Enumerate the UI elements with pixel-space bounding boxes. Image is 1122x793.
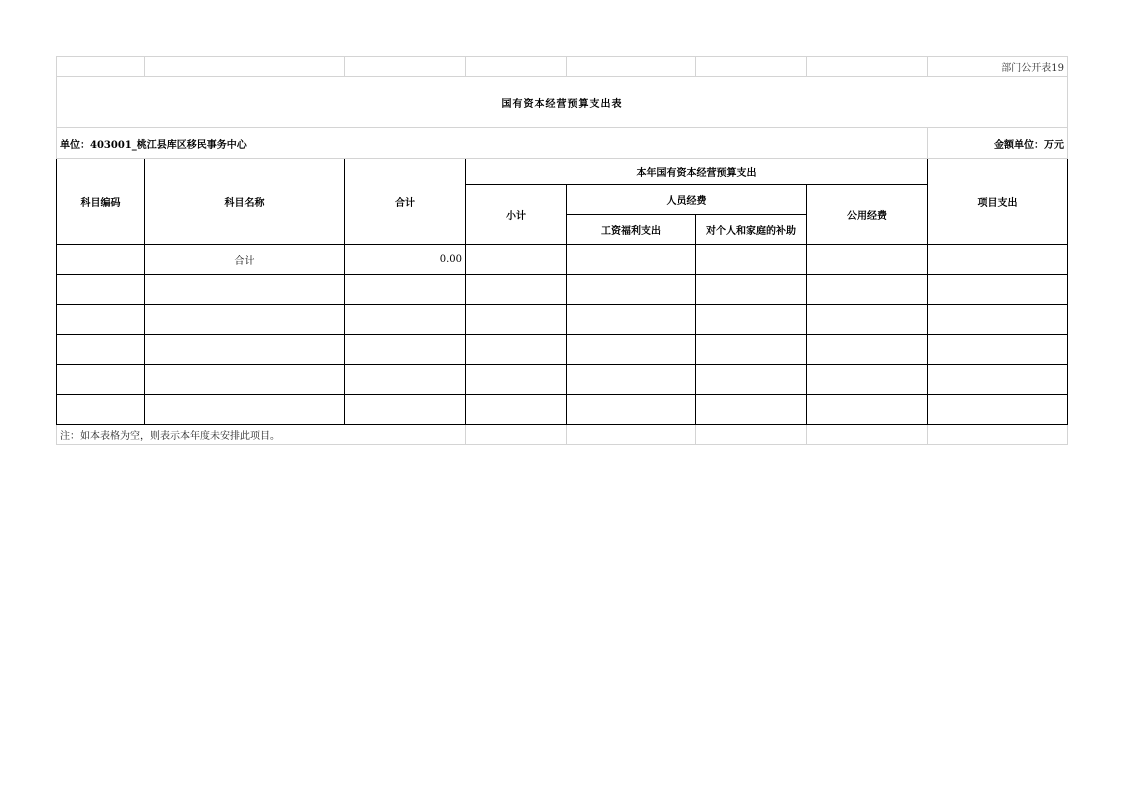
cell-salary [567, 335, 696, 365]
cell-subtotal [466, 365, 567, 395]
cell-public [807, 335, 928, 365]
cell-total [345, 365, 466, 395]
header-project: 项目支出 [928, 159, 1068, 245]
cell-project [928, 365, 1068, 395]
cell-public [807, 395, 928, 425]
header-row-1 [57, 159, 1068, 185]
cell-code [57, 305, 145, 335]
unit-label: 单位：403001_桃江县库区移民事务中心 [57, 128, 466, 159]
grid-cell [466, 425, 567, 445]
grid-cell [696, 425, 807, 445]
cell-subtotal [466, 305, 567, 335]
cell-project [928, 335, 1068, 365]
cell-code [57, 245, 145, 275]
header-personnel: 人员经费 [567, 185, 807, 215]
header-public: 公用经费 [807, 185, 928, 245]
cell-subsidy [696, 245, 807, 275]
cell-public [807, 305, 928, 335]
grid-cell [567, 425, 696, 445]
cell-code [57, 395, 145, 425]
doc-id: 部门公开表19 [928, 57, 1068, 77]
page-title: 国有资本经营预算支出表 [57, 77, 1068, 128]
table-row [57, 275, 1068, 305]
grid-cell [57, 57, 145, 77]
grid-cell [696, 57, 807, 77]
cell-subsidy [696, 305, 807, 335]
table-row [57, 305, 1068, 335]
header-name: 科目名称 [145, 159, 345, 245]
cell-name [145, 395, 345, 425]
cell-salary [567, 305, 696, 335]
grid-cell [807, 425, 928, 445]
cell-name [145, 275, 345, 305]
table-row [57, 395, 1068, 425]
header-code: 科目编码 [57, 159, 145, 245]
cell-code [57, 275, 145, 305]
cell-total [345, 335, 466, 365]
cell-code [57, 335, 145, 365]
grid-cell [696, 128, 807, 159]
budget-expenditure-table [56, 56, 1068, 445]
cell-total [345, 275, 466, 305]
amount-unit: 金额单位：万元 [928, 128, 1068, 159]
cell-subsidy [696, 335, 807, 365]
cell-total: 0.00 [345, 245, 466, 275]
grid-cell [567, 57, 696, 77]
cell-salary [567, 245, 696, 275]
cell-subtotal [466, 395, 567, 425]
cell-public [807, 275, 928, 305]
grid-cell [466, 57, 567, 77]
grid-cell [567, 128, 696, 159]
cell-salary [567, 275, 696, 305]
cell-subtotal [466, 335, 567, 365]
cell-salary [567, 395, 696, 425]
cell-public [807, 245, 928, 275]
header-group: 本年国有资本经营预算支出 [466, 159, 928, 185]
grid-cell [807, 128, 928, 159]
cell-name [145, 335, 345, 365]
table-row [57, 365, 1068, 395]
cell-name [145, 365, 345, 395]
cell-name: 合计 [145, 245, 345, 275]
header-subtotal: 小计 [466, 185, 567, 245]
note-row [57, 425, 1068, 445]
cell-total [345, 395, 466, 425]
cell-subtotal [466, 275, 567, 305]
cell-total [345, 305, 466, 335]
cell-subsidy [696, 275, 807, 305]
header-salary: 工资福利支出 [567, 215, 696, 245]
cell-salary [567, 365, 696, 395]
cell-project [928, 395, 1068, 425]
title-row [57, 77, 1068, 128]
cell-subsidy [696, 365, 807, 395]
cell-public [807, 365, 928, 395]
doc-id-row [57, 57, 1068, 77]
cell-code [57, 365, 145, 395]
grid-cell [928, 425, 1068, 445]
cell-project [928, 305, 1068, 335]
footnote: 注：如本表格为空，则表示本年度未安排此项目。 [57, 425, 466, 445]
table-row [57, 245, 1068, 275]
cell-name [145, 305, 345, 335]
grid-cell [807, 57, 928, 77]
grid-cell [145, 57, 345, 77]
grid-cell [466, 128, 567, 159]
grid-cell [345, 57, 466, 77]
unit-row [57, 128, 1068, 159]
cell-project [928, 245, 1068, 275]
table-row [57, 335, 1068, 365]
cell-subsidy [696, 395, 807, 425]
cell-project [928, 275, 1068, 305]
header-total: 合计 [345, 159, 466, 245]
header-subsidy: 对个人和家庭的补助 [696, 215, 807, 245]
cell-subtotal [466, 245, 567, 275]
